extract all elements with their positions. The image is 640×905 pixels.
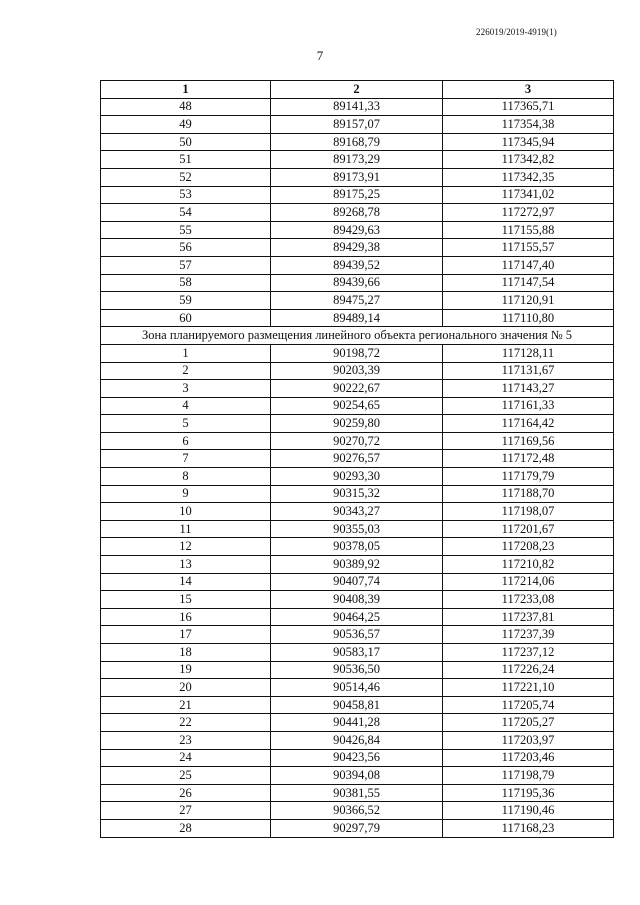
table-row [101, 556, 614, 574]
point-number-cell: 48 [101, 98, 271, 116]
x-coordinate-cell: 89475,27 [271, 292, 443, 310]
table-row [101, 573, 614, 591]
point-number-cell: 55 [101, 221, 271, 239]
x-coordinate-cell: 90293,30 [271, 468, 443, 486]
table-header [101, 81, 614, 99]
x-coordinate-cell: 89429,38 [271, 239, 443, 257]
y-coordinate-cell: 117342,82 [443, 151, 614, 169]
table-row [101, 98, 614, 116]
table-row [101, 168, 614, 186]
y-coordinate-cell: 117195,36 [443, 784, 614, 802]
table-row [101, 256, 614, 274]
point-number-cell: 12 [101, 538, 271, 556]
point-number-cell: 54 [101, 204, 271, 222]
x-coordinate-cell: 90315,32 [271, 485, 443, 503]
point-number-cell: 10 [101, 503, 271, 521]
x-coordinate-cell: 90270,72 [271, 432, 443, 450]
point-number-cell: 3 [101, 380, 271, 398]
table-row [101, 608, 614, 626]
y-coordinate-cell: 117210,82 [443, 556, 614, 574]
point-number-cell: 13 [101, 556, 271, 574]
x-coordinate-cell: 90381,55 [271, 784, 443, 802]
table-row [101, 520, 614, 538]
y-coordinate-cell: 117155,57 [443, 239, 614, 257]
x-coordinate-cell: 89268,78 [271, 204, 443, 222]
y-coordinate-cell: 117190,46 [443, 802, 614, 820]
point-number-cell: 19 [101, 661, 271, 679]
x-coordinate-cell: 89429,63 [271, 221, 443, 239]
point-number-cell: 24 [101, 749, 271, 767]
point-number-cell: 8 [101, 468, 271, 486]
table-row [101, 415, 614, 433]
y-coordinate-cell: 117203,97 [443, 731, 614, 749]
table-body-section-a [101, 98, 614, 327]
x-coordinate-cell: 90355,03 [271, 520, 443, 538]
point-number-cell: 20 [101, 679, 271, 697]
table-row [101, 380, 614, 398]
y-coordinate-cell: 117198,07 [443, 503, 614, 521]
y-coordinate-cell: 117203,46 [443, 749, 614, 767]
point-number-cell: 59 [101, 292, 271, 310]
y-coordinate-cell: 117168,23 [443, 819, 614, 837]
table-row [101, 186, 614, 204]
table-row [101, 644, 614, 662]
x-coordinate-cell: 90441,28 [271, 714, 443, 732]
y-coordinate-cell: 117237,81 [443, 608, 614, 626]
point-number-cell: 50 [101, 133, 271, 151]
table-row [101, 679, 614, 697]
page-number: 7 [316, 48, 324, 63]
y-coordinate-cell: 117341,02 [443, 186, 614, 204]
x-coordinate-cell: 90423,56 [271, 749, 443, 767]
column-header-y: 3 [443, 81, 614, 99]
table-row [101, 151, 614, 169]
x-coordinate-cell: 89173,91 [271, 168, 443, 186]
table-row [101, 450, 614, 468]
point-number-cell: 18 [101, 644, 271, 662]
table-row [101, 485, 614, 503]
zone-title: Зона планируемого размещения линейного объекта регионального значения № 5 [101, 327, 614, 345]
y-coordinate-cell: 117198,79 [443, 767, 614, 785]
x-coordinate-cell: 89439,52 [271, 256, 443, 274]
point-number-cell: 53 [101, 186, 271, 204]
table-row [101, 274, 614, 292]
table-row [101, 204, 614, 222]
y-coordinate-cell: 117208,23 [443, 538, 614, 556]
point-number-cell: 1 [101, 344, 271, 362]
y-coordinate-cell: 117237,39 [443, 626, 614, 644]
x-coordinate-cell: 90583,17 [271, 644, 443, 662]
y-coordinate-cell: 117205,27 [443, 714, 614, 732]
table-row [101, 819, 614, 837]
table-row [101, 503, 614, 521]
y-coordinate-cell: 117365,71 [443, 98, 614, 116]
point-number-cell: 49 [101, 116, 271, 134]
coordinates-table [100, 80, 614, 838]
y-coordinate-cell: 117354,38 [443, 116, 614, 134]
x-coordinate-cell: 90464,25 [271, 608, 443, 626]
point-number-cell: 4 [101, 397, 271, 415]
point-number-cell: 28 [101, 819, 271, 837]
x-coordinate-cell: 90458,81 [271, 696, 443, 714]
y-coordinate-cell: 117164,42 [443, 415, 614, 433]
point-number-cell: 9 [101, 485, 271, 503]
table-row [101, 731, 614, 749]
y-coordinate-cell: 117342,35 [443, 168, 614, 186]
column-header-x: 2 [271, 81, 443, 99]
x-coordinate-cell: 90514,46 [271, 679, 443, 697]
table-row [101, 362, 614, 380]
y-coordinate-cell: 117169,56 [443, 432, 614, 450]
point-number-cell: 27 [101, 802, 271, 820]
table-row [101, 292, 614, 310]
point-number-cell: 26 [101, 784, 271, 802]
x-coordinate-cell: 90407,74 [271, 573, 443, 591]
x-coordinate-cell: 90536,50 [271, 661, 443, 679]
x-coordinate-cell: 89489,14 [271, 309, 443, 327]
y-coordinate-cell: 117221,10 [443, 679, 614, 697]
table-row [101, 784, 614, 802]
x-coordinate-cell: 90389,92 [271, 556, 443, 574]
point-number-cell: 21 [101, 696, 271, 714]
x-coordinate-cell: 90378,05 [271, 538, 443, 556]
x-coordinate-cell: 89141,33 [271, 98, 443, 116]
point-number-cell: 56 [101, 239, 271, 257]
table-row [101, 714, 614, 732]
column-header-number: 1 [101, 81, 271, 99]
table-row [101, 344, 614, 362]
table-row [101, 749, 614, 767]
y-coordinate-cell: 117188,70 [443, 485, 614, 503]
document-id: 226019/2019-4919(1) [476, 27, 557, 37]
y-coordinate-cell: 117214,06 [443, 573, 614, 591]
y-coordinate-cell: 117237,12 [443, 644, 614, 662]
point-number-cell: 57 [101, 256, 271, 274]
table-row [101, 802, 614, 820]
point-number-cell: 52 [101, 168, 271, 186]
point-number-cell: 7 [101, 450, 271, 468]
x-coordinate-cell: 89168,79 [271, 133, 443, 151]
zone-title-row [101, 327, 614, 345]
y-coordinate-cell: 117155,88 [443, 221, 614, 239]
y-coordinate-cell: 117147,54 [443, 274, 614, 292]
point-number-cell: 60 [101, 309, 271, 327]
zone-section [101, 327, 614, 345]
x-coordinate-cell: 90276,57 [271, 450, 443, 468]
x-coordinate-cell: 90394,08 [271, 767, 443, 785]
y-coordinate-cell: 117205,74 [443, 696, 614, 714]
x-coordinate-cell: 90222,67 [271, 380, 443, 398]
point-number-cell: 25 [101, 767, 271, 785]
point-number-cell: 6 [101, 432, 271, 450]
y-coordinate-cell: 117179,79 [443, 468, 614, 486]
x-coordinate-cell: 90343,27 [271, 503, 443, 521]
point-number-cell: 17 [101, 626, 271, 644]
x-coordinate-cell: 90536,57 [271, 626, 443, 644]
table-body-section-b [101, 344, 614, 837]
y-coordinate-cell: 117172,48 [443, 450, 614, 468]
point-number-cell: 16 [101, 608, 271, 626]
y-coordinate-cell: 117272,97 [443, 204, 614, 222]
point-number-cell: 5 [101, 415, 271, 433]
table-row [101, 661, 614, 679]
table-row [101, 767, 614, 785]
y-coordinate-cell: 117161,33 [443, 397, 614, 415]
table-row [101, 591, 614, 609]
x-coordinate-cell: 89439,66 [271, 274, 443, 292]
x-coordinate-cell: 90366,52 [271, 802, 443, 820]
table-row [101, 239, 614, 257]
y-coordinate-cell: 117143,27 [443, 380, 614, 398]
y-coordinate-cell: 117131,67 [443, 362, 614, 380]
point-number-cell: 51 [101, 151, 271, 169]
point-number-cell: 23 [101, 731, 271, 749]
x-coordinate-cell: 90198,72 [271, 344, 443, 362]
y-coordinate-cell: 117147,40 [443, 256, 614, 274]
x-coordinate-cell: 89157,07 [271, 116, 443, 134]
table-row [101, 432, 614, 450]
table-row [101, 309, 614, 327]
x-coordinate-cell: 90254,65 [271, 397, 443, 415]
y-coordinate-cell: 117226,24 [443, 661, 614, 679]
y-coordinate-cell: 117120,91 [443, 292, 614, 310]
table-row [101, 221, 614, 239]
x-coordinate-cell: 90203,39 [271, 362, 443, 380]
header-row [101, 81, 614, 99]
y-coordinate-cell: 117345,94 [443, 133, 614, 151]
y-coordinate-cell: 117233,08 [443, 591, 614, 609]
x-coordinate-cell: 90259,80 [271, 415, 443, 433]
y-coordinate-cell: 117201,67 [443, 520, 614, 538]
table-row [101, 397, 614, 415]
table-row [101, 116, 614, 134]
y-coordinate-cell: 117110,80 [443, 309, 614, 327]
point-number-cell: 58 [101, 274, 271, 292]
table-row [101, 133, 614, 151]
point-number-cell: 11 [101, 520, 271, 538]
point-number-cell: 14 [101, 573, 271, 591]
table-row [101, 468, 614, 486]
x-coordinate-cell: 90408,39 [271, 591, 443, 609]
table-row [101, 626, 614, 644]
point-number-cell: 2 [101, 362, 271, 380]
x-coordinate-cell: 89173,29 [271, 151, 443, 169]
point-number-cell: 15 [101, 591, 271, 609]
table-row [101, 696, 614, 714]
x-coordinate-cell: 90426,84 [271, 731, 443, 749]
y-coordinate-cell: 117128,11 [443, 344, 614, 362]
x-coordinate-cell: 89175,25 [271, 186, 443, 204]
table-row [101, 538, 614, 556]
x-coordinate-cell: 90297,79 [271, 819, 443, 837]
point-number-cell: 22 [101, 714, 271, 732]
